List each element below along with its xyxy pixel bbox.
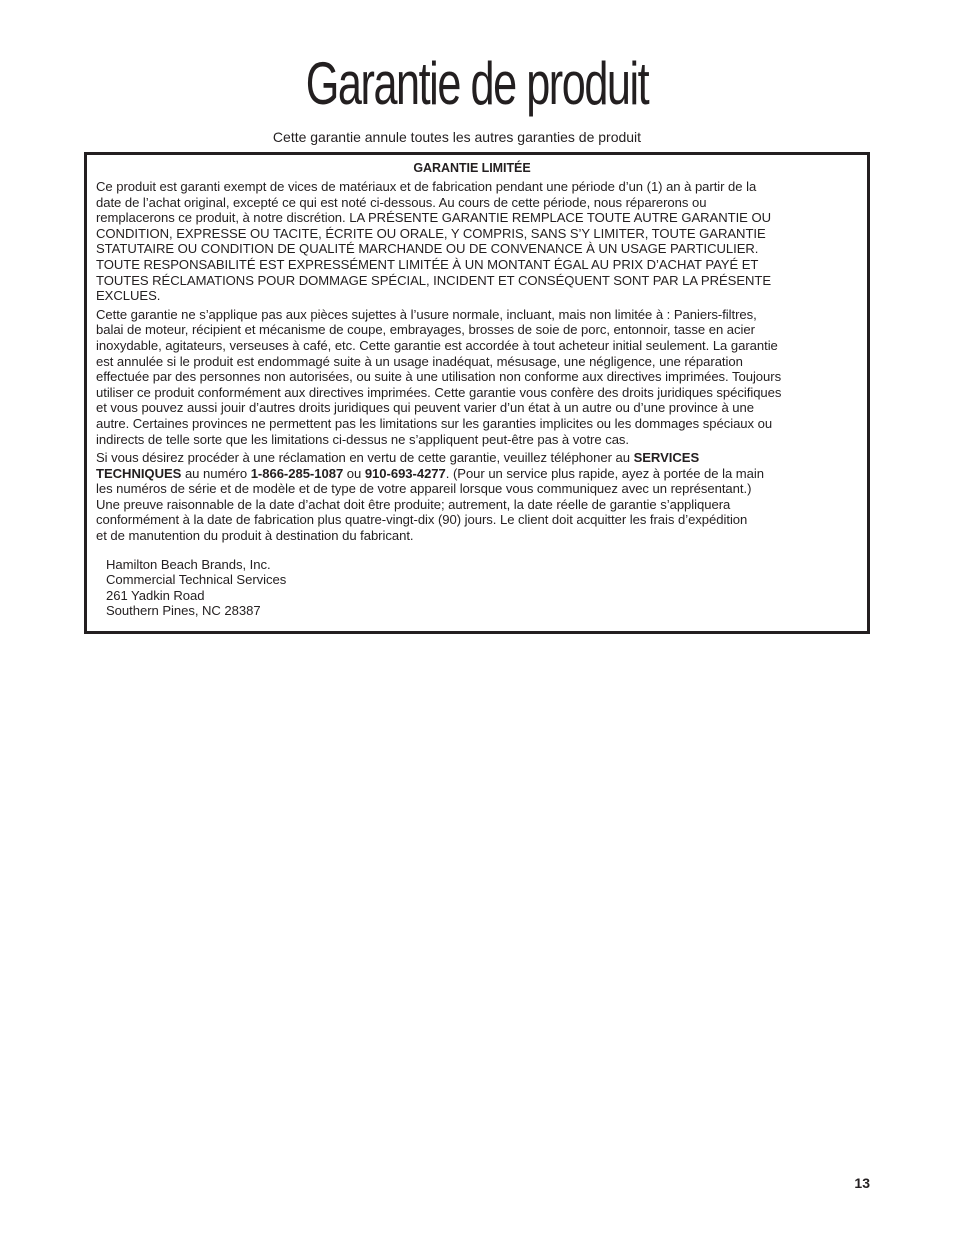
text-line: indirects de telle sorte que les limitations ci-dessus ne s’appliquent peut-être pas à votre cas.: [96, 431, 630, 447]
text-line: [96, 450, 848, 466]
text-line: autre. Certaines provinces ne permettent pas les limitations sur les garanties implicites ou les dommages spéciaux ou: [96, 415, 773, 431]
text-line: Cette garantie ne s’applique pas aux pièces sujettes à l’usure normale, incluant, mais non limitée à : Paniers-filtres,: [96, 306, 757, 322]
text-line: et vous pouvez aussi jouir d’autres droits juridiques qui peuvent varier d’un état à un autre ou d’une province à une: [96, 400, 754, 416]
text-line: Une preuve raisonnable de la date d’achat doit être produite; autrement, la date réelle de garantie s’appliquera: [96, 496, 731, 512]
warranty-paragraph-exclusions: [96, 307, 848, 447]
manufacturer-address: [106, 557, 848, 619]
claim-text: ou: [343, 465, 365, 481]
text-line: remplacerons ce produit, à notre discrétion. LA PRÉSENTE GARANTIE REMPLACE TOUTE AUTRE GARANTIE OU: [96, 210, 771, 226]
address-line: Hamilton Beach Brands, Inc.: [106, 556, 271, 572]
services-label: SERVICES: [633, 450, 700, 466]
text-line: effectuée par des personnes non autorisées, ou suite à une utilisation non conforme aux directives imprimées. Toujours: [96, 369, 782, 385]
text-line: STATUTAIRE OU CONDITION DE QUALITÉ MARCHANDE OU DE CONVENANCE À UN USAGE PARTICULIER.: [96, 241, 759, 257]
limited-warranty-box: [84, 152, 870, 634]
claim-text: Si vous désirez procéder à une réclamation en vertu de cette garantie, veuillez téléphoner au: [96, 450, 634, 466]
page-number: 13: [854, 1175, 870, 1191]
text-line: balai de moteur, récipient et mécanisme de coupe, embrayages, brosses de soie de porc, entonnoir, tasse en acier: [96, 322, 755, 338]
text-line: et de manutention du produit à destination du fabricant.: [96, 528, 414, 544]
text-line: inoxydable, agitateurs, verseuses à café, etc. Cette garantie est accordée à tout acheteur initial seulement. La garantie: [96, 337, 778, 353]
text-line: les numéros de série et de modèle et de type de votre appareil lorsque vous communiquez avec un représentant.): [96, 481, 752, 497]
text-line: date de l’achat original, excepté ce qui est noté ci-dessous. Au cours de cette période, nous réparerons ou: [96, 194, 707, 210]
page-title: Garantie de produit: [305, 50, 649, 117]
address-line: 261 Yadkin Road: [106, 587, 205, 603]
phone-number-tollfree: 1-866-285-1087: [250, 465, 344, 481]
page-subtitle: Cette garantie annule toutes les autres garanties de produit: [272, 129, 642, 145]
text-line: TOUTES RÉCLAMATIONS POUR DOMMAGE SPÉCIAL, INCIDENT ET CONSÉQUENT SONT PAR LA PRÉSENTE: [96, 272, 772, 288]
warranty-paragraph-coverage: [96, 179, 848, 304]
text-line: CONDITION, EXPRESSE OU TACITE, ÉCRITE OU ORALE, Y COMPRIS, SANS S’Y LIMITER, TOUTE GARANTIE: [96, 225, 766, 241]
address-line: Commercial Technical Services: [106, 572, 287, 588]
text-line: [96, 466, 848, 482]
text-line: EXCLUES.: [96, 288, 161, 304]
claim-text: . (Pour un service plus rapide, ayez à portée de la main: [445, 465, 764, 481]
text-line: TOUTE RESPONSABILITÉ EST EXPRESSÉMENT LIMITÉE À UN MONTANT ÉGAL AU PRIX D’ACHAT PAYÉ ET: [96, 256, 759, 272]
phone-number-local: 910-693-4277: [364, 465, 446, 481]
text-line: conformément à la date de fabrication plus quatre-vingt-dix (90) jours. Le client doit acquitter les frais d’expédition: [96, 512, 748, 528]
text-line: est annulée si le produit est endommagé suite à un usage inadéquat, mésusage, une négligence, une réparation: [96, 353, 743, 369]
address-line: Southern Pines, NC 28387: [106, 603, 261, 619]
warranty-paragraph-claims: [96, 450, 848, 544]
claim-text: au numéro: [181, 465, 251, 481]
techniques-label: TECHNIQUES: [96, 465, 182, 481]
warranty-heading: GARANTIE LIMITÉE: [413, 161, 531, 175]
text-line: utiliser ce produit conformément aux directives imprimées. Cette garantie vous confère des droits juridiques spécifiques: [96, 384, 782, 400]
text-line: Ce produit est garanti exempt de vices de matériaux et de fabrication pendant une période d’un (1) an à partir de la: [96, 179, 757, 194]
warranty-content: [96, 160, 848, 619]
